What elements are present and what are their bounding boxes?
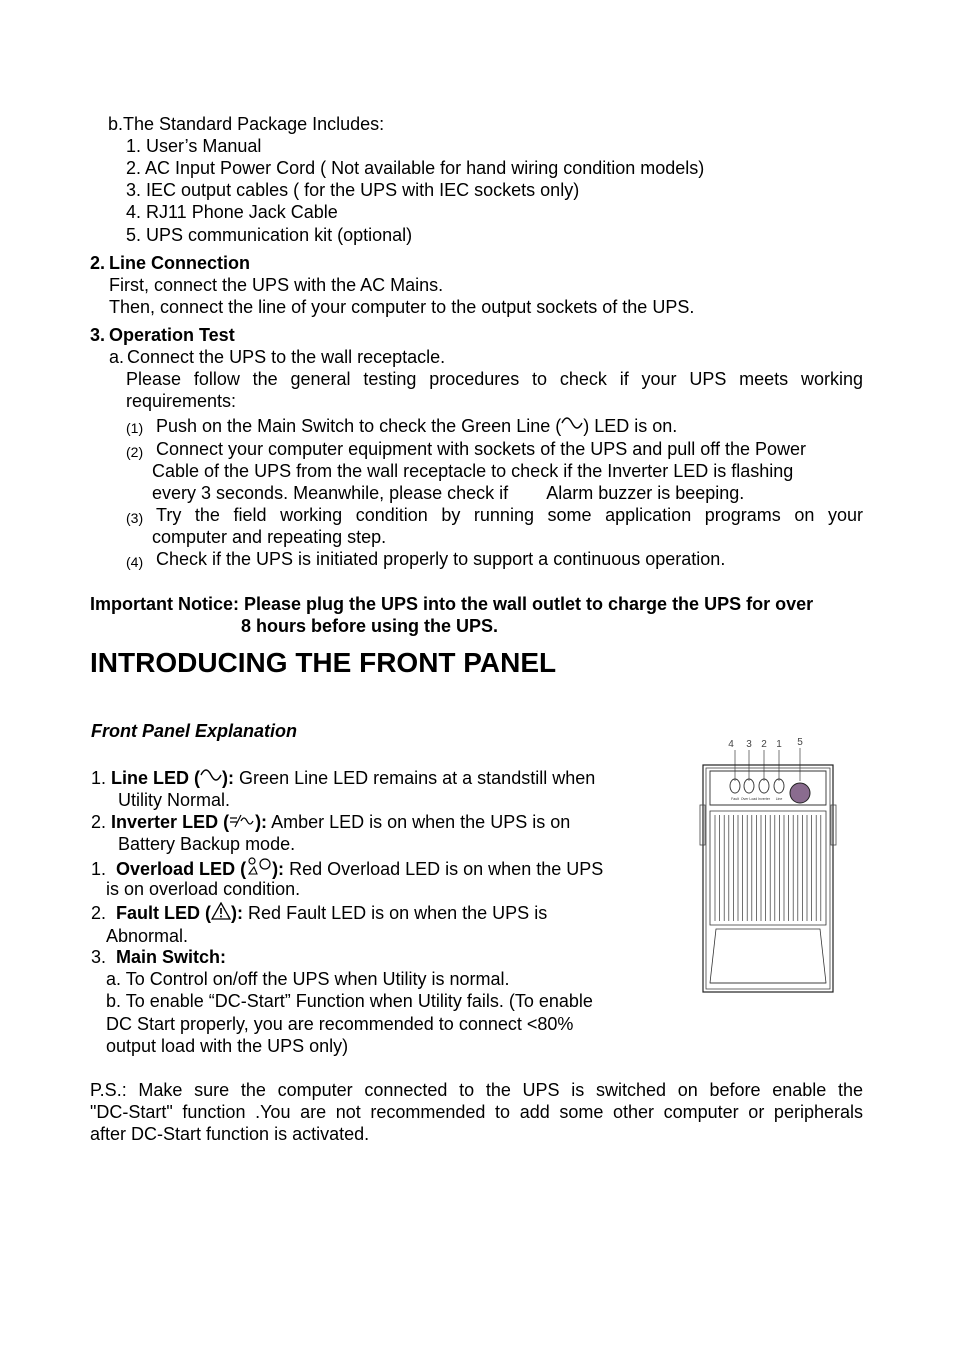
inverter-led-icon bbox=[229, 812, 255, 834]
led-label: Over Load bbox=[740, 797, 758, 801]
step-text: computer and repeating step. bbox=[152, 527, 387, 547]
section-title: INTRODUCING THE FRONT PANEL bbox=[90, 647, 557, 678]
step-text: Connect your computer equipment with sockets of the UPS and pull off the Power bbox=[156, 439, 807, 459]
panel-item-main-switch bbox=[91, 946, 226, 968]
ps-line: P.S.: Make sure the computer connected to the UPS is switched on before enable the bbox=[90, 1080, 863, 1100]
item-number: 3. bbox=[91, 947, 107, 967]
body-line: Then, connect the line of your computer to the output sockets of the UPS. bbox=[109, 297, 695, 317]
section-number: 2. bbox=[90, 253, 106, 273]
panel-item-line-led bbox=[91, 767, 595, 790]
panel-item-fault-led bbox=[91, 902, 547, 925]
item-text-cont: Utility Normal. bbox=[118, 790, 231, 810]
package-heading: b.The Standard Package Includes: bbox=[108, 114, 385, 134]
section-number: 3. bbox=[90, 325, 106, 345]
step-number: (1) bbox=[126, 420, 144, 436]
step-text: Try the field working condition by running some application programs on your bbox=[156, 505, 863, 525]
callout-number: 1 bbox=[776, 739, 782, 750]
item-text-cont: output load with the UPS only) bbox=[106, 1036, 349, 1056]
item-text: Green Line LED remains at a standstill when bbox=[239, 768, 596, 788]
item-number: 1. bbox=[91, 768, 107, 788]
step-number: (3) bbox=[126, 510, 144, 526]
line-led-icon bbox=[561, 415, 583, 438]
package-item: 5. UPS communication kit (optional) bbox=[126, 225, 413, 245]
body-line: First, connect the UPS with the AC Mains. bbox=[109, 275, 444, 295]
body-line: requirements: bbox=[126, 391, 237, 411]
item-text-cont: a. To Control on/off the UPS when Utility is normal. bbox=[106, 969, 510, 989]
sub-letter: a. bbox=[109, 347, 125, 367]
ps-line: after DC-Start function is activated. bbox=[90, 1124, 370, 1144]
line-led-icon bbox=[200, 767, 222, 790]
step-number: (2) bbox=[126, 444, 144, 460]
section-heading-line-connection: Line Connection bbox=[109, 253, 250, 273]
warning-triangle-icon bbox=[211, 902, 231, 925]
step-number: (4) bbox=[126, 554, 144, 570]
body-line: Connect the UPS to the wall receptacle. bbox=[127, 347, 446, 367]
callout-number: 4 bbox=[728, 739, 734, 750]
package-item: 2. AC Input Power Cord ( Not available for hand wiring condition models) bbox=[126, 158, 705, 178]
important-notice: Important Notice: Please plug the UPS into the wall outlet to charge the UPS for over bbox=[90, 594, 814, 614]
item-text-cont: DC Start properly, you are recommended to connect <80% bbox=[106, 1014, 574, 1034]
package-item: 3. IEC output cables ( for the UPS with IEC sockets only) bbox=[126, 180, 580, 200]
led-label: Fault bbox=[731, 797, 739, 801]
item-number: 2. bbox=[91, 903, 107, 923]
item-text-cont: b. To enable “DC-Start” Function when Utility fails. (To enable bbox=[106, 991, 593, 1011]
important-notice-cont: 8 hours before using the UPS. bbox=[241, 616, 499, 636]
item-text-cont: is on overload condition. bbox=[106, 879, 301, 899]
section-heading-operation-test: Operation Test bbox=[109, 325, 235, 345]
item-text-cont: Battery Backup mode. bbox=[118, 834, 296, 854]
item-title: Main Switch: bbox=[116, 947, 227, 967]
led-label: Line bbox=[775, 797, 783, 801]
item-text: Red Overload LED is on when the UPS bbox=[289, 859, 604, 879]
item-title: Line LED ( ): bbox=[111, 768, 235, 788]
callout-number: 5 bbox=[797, 737, 803, 748]
subtitle: Front Panel Explanation bbox=[91, 721, 298, 741]
step-text-part: every 3 seconds. Meanwhile, please check if bbox=[152, 483, 509, 503]
step-text bbox=[152, 482, 744, 504]
ups-front-panel-figure bbox=[690, 733, 850, 998]
step-text: Cable of the UPS from the wall receptacle to check if the Inverter LED is flashing bbox=[152, 461, 794, 481]
item-title: Fault LED ( ): bbox=[116, 903, 244, 923]
item-text: Red Fault LED is on when the UPS is bbox=[248, 903, 548, 923]
step-text bbox=[156, 415, 677, 438]
body-line: Please follow the general testing procedures to check if your UPS meets working bbox=[126, 369, 863, 389]
item-text: Amber LED is on when the UPS is on bbox=[271, 812, 571, 832]
item-number: 1. bbox=[91, 859, 107, 879]
led-label: Inverter bbox=[758, 797, 770, 801]
step-text-part: Push on the Main Switch to check the Green Line ( bbox=[156, 416, 562, 436]
step-text-part: ) LED is on. bbox=[583, 416, 678, 436]
step-text: Check if the UPS is initiated properly to support a continuous operation. bbox=[156, 549, 726, 569]
panel-item-inverter-led bbox=[91, 811, 570, 834]
callout-number: 3 bbox=[746, 739, 752, 750]
item-text-cont: Abnormal. bbox=[106, 926, 189, 946]
item-number: 2. bbox=[91, 812, 107, 832]
package-item: 1. User’s Manual bbox=[126, 136, 262, 156]
callout-number: 2 bbox=[761, 739, 767, 750]
package-item: 4. RJ11 Phone Jack Cable bbox=[126, 202, 338, 222]
step-text-part: Alarm buzzer is beeping. bbox=[546, 483, 745, 503]
ps-line: "DC-Start" function .You are not recommended to add some other computer or peripherals bbox=[90, 1102, 863, 1122]
item-title: Inverter LED ( ): bbox=[111, 812, 268, 832]
item-title: Overload LED ( ): bbox=[116, 859, 284, 879]
